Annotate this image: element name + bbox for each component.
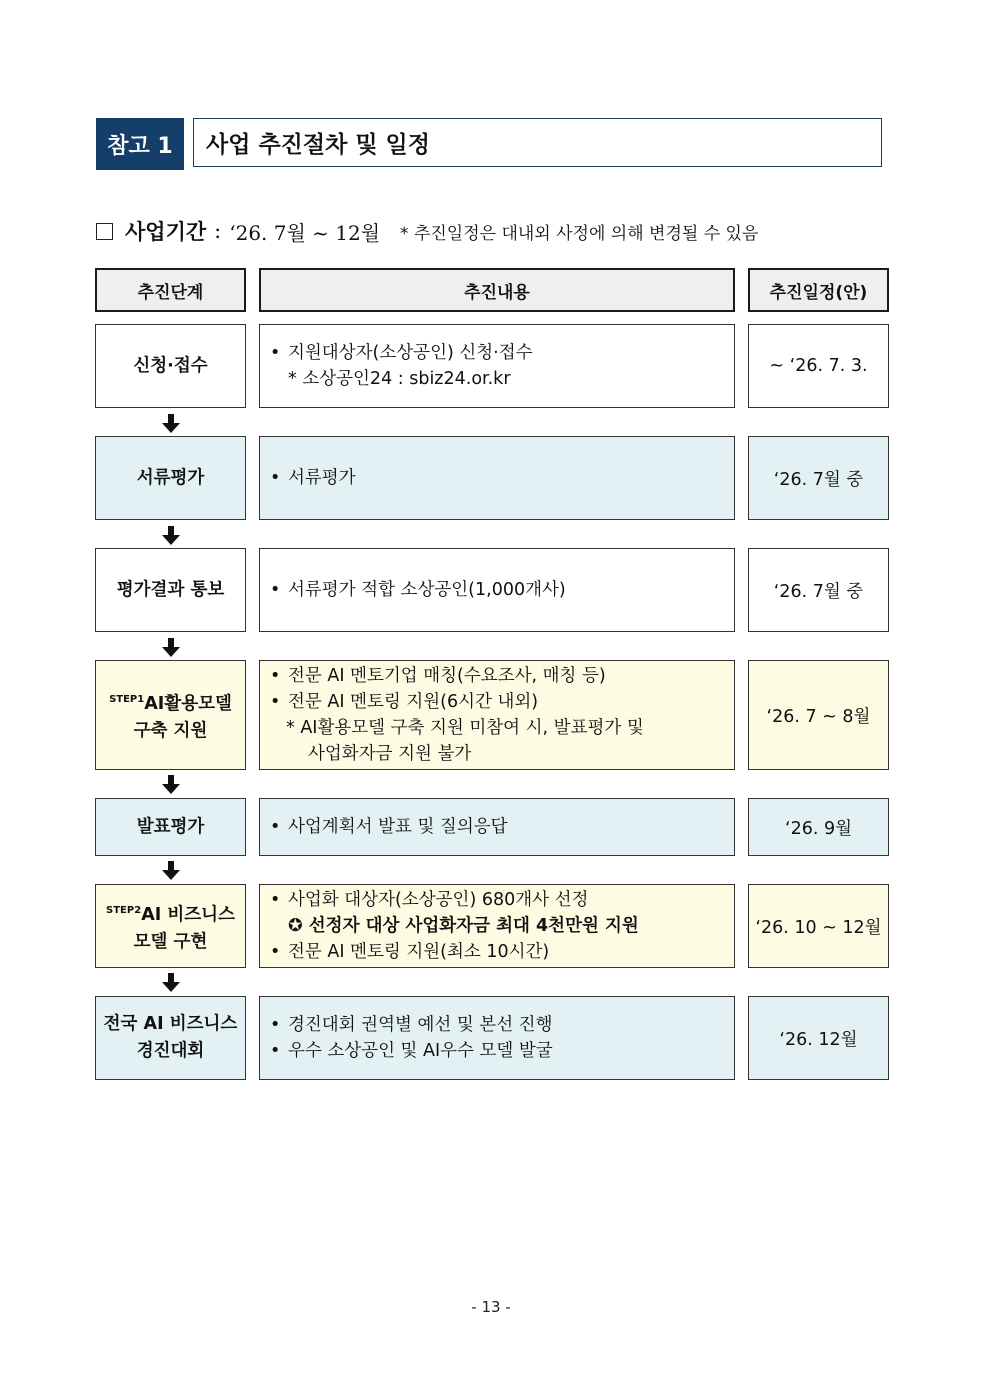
list-note-continued: 사업화자금 지원 불가 xyxy=(308,744,472,764)
arrow-down-icon xyxy=(162,638,180,658)
content-document-review xyxy=(259,436,735,520)
stage-step2: $^{STEP2}$AI 비즈니스 모델 구현 xyxy=(95,884,246,968)
date-result-notice: ‘26. 7월 중 xyxy=(748,548,889,632)
section-header xyxy=(96,118,882,170)
period-dates: ‘26. 7월 ~ 12월 xyxy=(229,220,381,245)
reference-badge: 참고 1 xyxy=(96,118,184,170)
step-label: STEP2 xyxy=(106,904,142,916)
column-header-stage: 추진단계 xyxy=(95,268,246,312)
list-note: * AI활용모델 구축 지원 미참여 시, 발표평가 및 xyxy=(286,718,644,738)
content-competition xyxy=(259,996,735,1080)
list-item: • 사업계획서 발표 및 질의응답 xyxy=(270,817,508,837)
section-title: 사업 추진절차 및 일정 xyxy=(193,118,882,167)
list-item: • 서류평가 xyxy=(270,468,356,488)
content-step1 xyxy=(259,660,735,770)
arrow-down-icon xyxy=(162,775,180,795)
list-item: • 우수 소상공인 및 AI우수 모델 발굴 xyxy=(270,1041,553,1061)
date-presentation: ‘26. 9월 xyxy=(748,798,889,856)
date-step2: ‘26. 10 ~ 12월 xyxy=(748,884,889,968)
step-label: STEP1 xyxy=(109,693,145,705)
date-application: ~ ‘26. 7. 3. xyxy=(748,324,889,408)
list-item: • 전문 AI 멘토링 지원(6시간 내외) xyxy=(270,692,539,712)
list-item: • 사업화 대상자(소상공인) 680개사 선정 xyxy=(270,890,589,910)
content-result-notice xyxy=(259,548,735,632)
list-item: • 전문 AI 멘토기업 매칭(수요조사, 매칭 등) xyxy=(270,666,606,686)
arrow-down-icon xyxy=(162,526,180,546)
list-item: • 서류평가 적합 소상공인(1,000개사) xyxy=(270,580,566,600)
list-item: • 전문 AI 멘토링 지원(최소 10시간) xyxy=(270,942,550,962)
list-item: • 지원대상자(소상공인) 신청·접수 xyxy=(270,343,533,363)
stage-result-notice: 평가결과 통보 xyxy=(95,548,246,632)
list-note: * 소상공인24 : sbiz24.or.kr xyxy=(288,369,511,389)
date-competition: ‘26. 12월 xyxy=(748,996,889,1080)
date-step1: ‘26. 7 ~ 8월 xyxy=(748,660,889,770)
period-note: * 추진일정은 대내외 사정에 의해 변경될 수 있음 xyxy=(400,223,759,244)
arrow-down-icon xyxy=(162,973,180,993)
content-presentation xyxy=(259,798,735,856)
checkbox-square-icon xyxy=(96,223,113,240)
period-colon: : xyxy=(214,219,222,243)
column-header-date: 추진일정(안) xyxy=(748,268,889,312)
project-period xyxy=(96,214,758,248)
date-document-review: ‘26. 7월 중 xyxy=(748,436,889,520)
content-step2 xyxy=(259,884,735,968)
content-application xyxy=(259,324,735,408)
highlight-note: ✪ 선정자 대상 사업화자금 최대 4천만원 지원 xyxy=(288,916,639,936)
arrow-down-icon xyxy=(162,414,180,434)
stage-application: 신청·접수 xyxy=(95,324,246,408)
arrow-down-icon xyxy=(162,861,180,881)
page-number: - 13 - xyxy=(471,1298,511,1316)
column-header-content: 추진내용 xyxy=(259,268,735,312)
stage-step1: $^{STEP1}$AI활용모델 구축 지원 xyxy=(95,660,246,770)
stage-competition: 전국 AI 비즈니스 경진대회 xyxy=(95,996,246,1080)
stage-presentation: 발표평가 xyxy=(95,798,246,856)
period-label: 사업기간 xyxy=(125,220,207,244)
stage-document-review: 서류평가 xyxy=(95,436,246,520)
list-item: • 경진대회 권역별 예선 및 본선 진행 xyxy=(270,1015,553,1035)
